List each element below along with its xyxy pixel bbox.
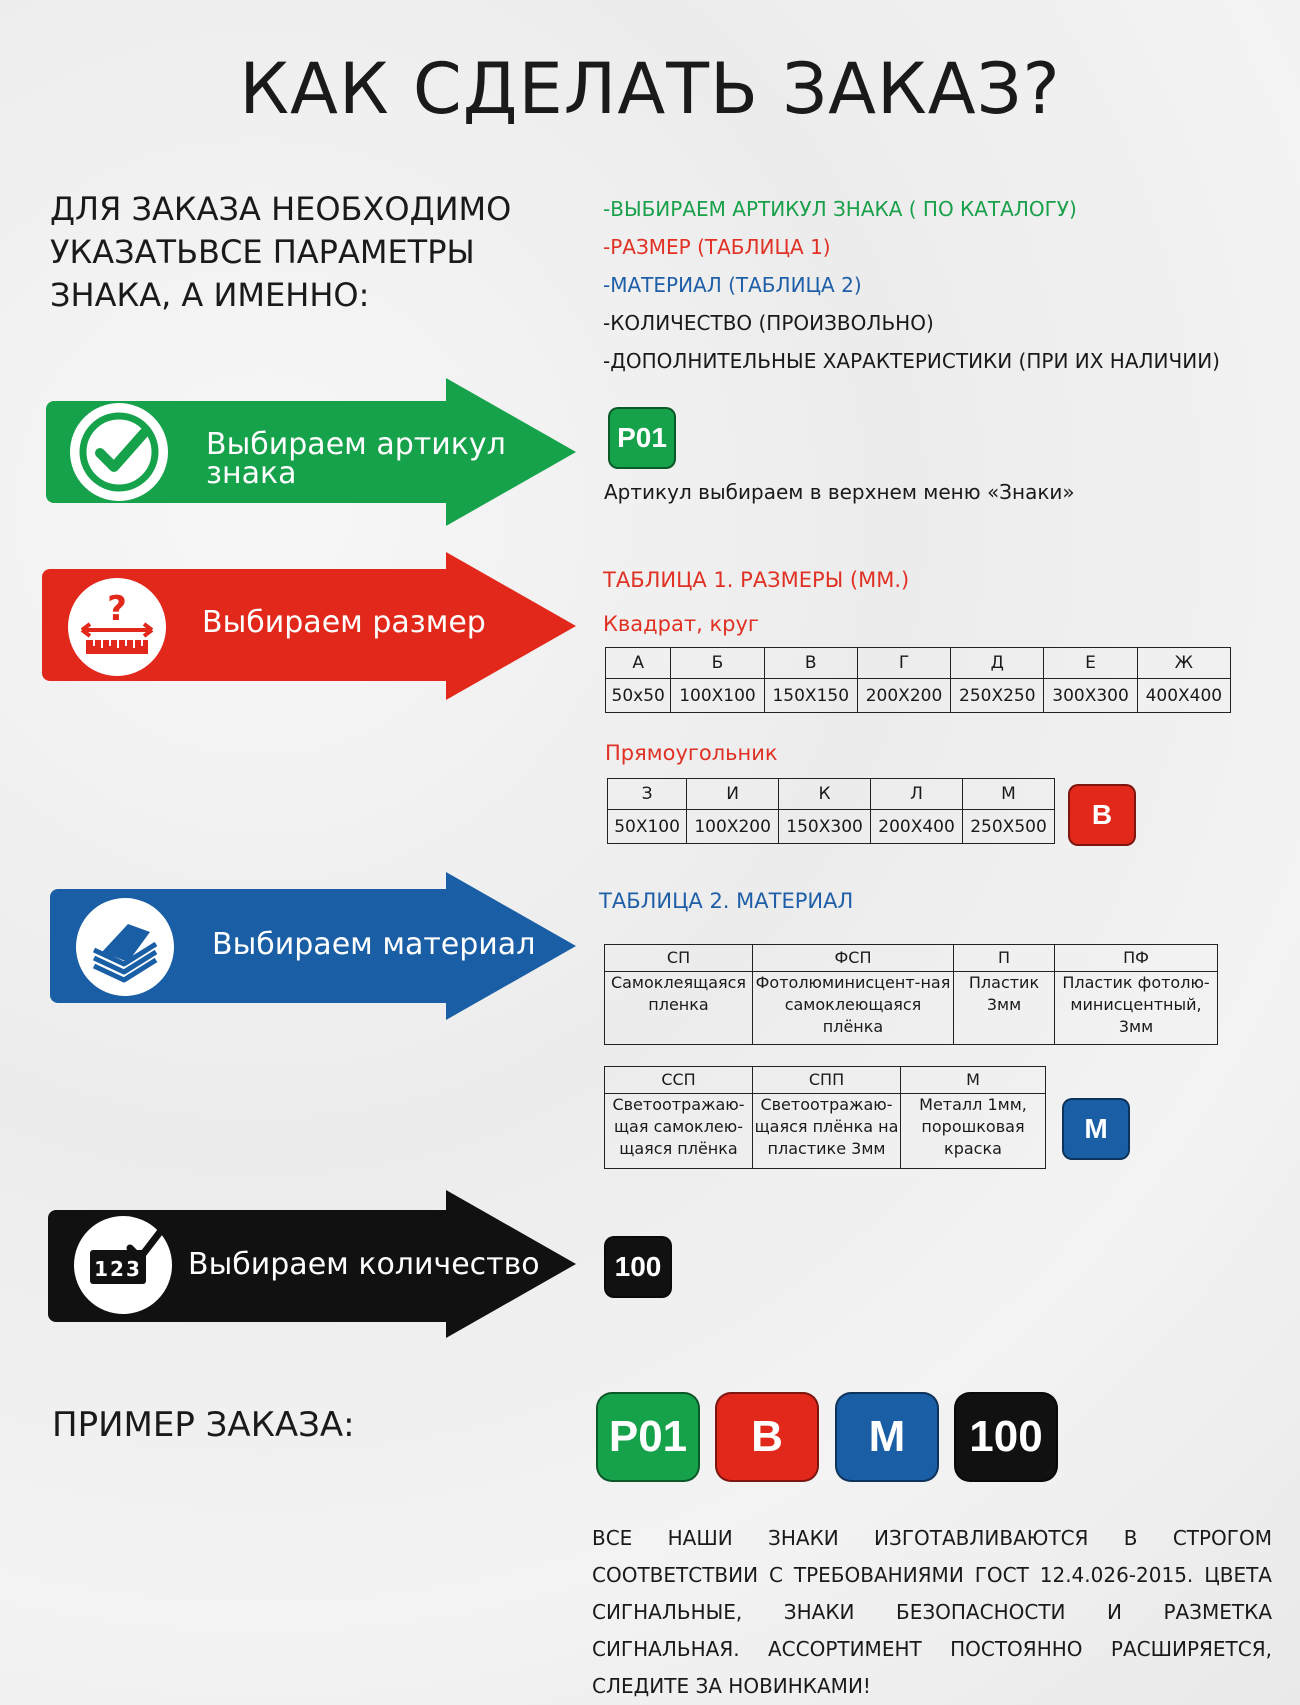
table-cell: ФСП bbox=[753, 945, 954, 972]
table1-rect-title: Прямоугольник bbox=[605, 741, 778, 765]
table-cell: ПФ bbox=[1055, 945, 1218, 972]
ruler-question-icon bbox=[68, 578, 166, 676]
table-cell: Металл 1мм, порошковая краска bbox=[901, 1094, 1046, 1169]
table-cell: Пластик 3мм bbox=[954, 972, 1055, 1045]
table1-title: ТАБЛИЦА 1. РАЗМЕРЫ (ММ.) bbox=[603, 568, 910, 592]
table-cell: Ж bbox=[1137, 648, 1230, 679]
step-arrow-quantity bbox=[48, 1190, 576, 1338]
paper-stack-icon bbox=[76, 898, 174, 996]
table-cell: 100Х200 bbox=[687, 810, 779, 844]
material-table-1 bbox=[604, 944, 1218, 1045]
table2-title: ТАБЛИЦА 2. МАТЕРИАЛ bbox=[599, 889, 854, 913]
step-arrow-material bbox=[50, 872, 576, 1020]
table-cell: 200Х400 bbox=[871, 810, 963, 844]
page-title: КАК СДЕЛАТЬ ЗАКАЗ? bbox=[239, 48, 1061, 130]
table-cell: 400Х400 bbox=[1137, 679, 1230, 713]
params-list bbox=[603, 190, 1283, 380]
table-cell: М bbox=[963, 779, 1055, 810]
step-label-size: Выбираем размер bbox=[202, 605, 486, 640]
step-label-material: Выбираем материал bbox=[212, 927, 536, 962]
table-cell: А bbox=[606, 648, 671, 679]
table-cell: 250Х250 bbox=[951, 679, 1044, 713]
table-cell: Светоотражаю-щая самоклею-щаяся плёнка bbox=[605, 1094, 753, 1169]
svg-text:?: ? bbox=[107, 589, 127, 629]
example-badge-quantity: 100 bbox=[954, 1392, 1058, 1482]
footer-note: ВСЕ НАШИ ЗНАКИ ИЗГОТАВЛИВАЮТСЯ В СТРОГОМ СООТВЕТСТВИИ С ТРЕБОВАНИЯМИ ГОСТ 12.4.026-2015. ЦВЕТА СИГНАЛЬНЫЕ, ЗНАКИ БЕЗОПАСНОСТИ И РАЗМЕТКА СИГНАЛЬНАЯ. АССОРТИМЕНТ ПОСТОЯННО РАСШИРЯЕТСЯ, СЛЕДИТЕ ЗА НОВИНКАМИ! bbox=[592, 1526, 1272, 1698]
material-badge: М bbox=[1062, 1098, 1130, 1160]
table-cell: М bbox=[901, 1067, 1046, 1094]
param-material: -МАТЕРИАЛ (ТАБЛИЦА 2) bbox=[603, 273, 862, 297]
quantity-badge: 100 bbox=[604, 1236, 672, 1298]
step-label-article-2: знака bbox=[206, 456, 297, 491]
example-badge-size: В bbox=[715, 1392, 819, 1482]
table-cell: 150Х150 bbox=[764, 679, 857, 713]
material-table-2 bbox=[604, 1066, 1046, 1169]
table-cell: 300Х300 bbox=[1044, 679, 1137, 713]
table-cell: Е bbox=[1044, 648, 1137, 679]
step-label-article-1: Выбираем артикул bbox=[206, 427, 506, 462]
size-table-square bbox=[605, 647, 1231, 713]
size-badge: В bbox=[1068, 784, 1136, 846]
table-cell: З bbox=[608, 779, 687, 810]
param-size: -РАЗМЕР (ТАБЛИЦА 1) bbox=[603, 235, 831, 259]
article-note: Артикул выбираем в верхнем меню «Знаки» bbox=[604, 480, 1075, 504]
table-cell: Самоклеящаяся пленка bbox=[605, 972, 753, 1045]
table-cell: Д bbox=[951, 648, 1044, 679]
table-cell: 50х50 bbox=[606, 679, 671, 713]
table-cell: Светоотражаю-щаяся плёнка на пластике 3мм bbox=[753, 1094, 901, 1169]
example-label: ПРИМЕР ЗАКАЗА: bbox=[52, 1405, 355, 1445]
table-cell: Л bbox=[871, 779, 963, 810]
table-cell: 100Х100 bbox=[671, 679, 764, 713]
param-article: -ВЫБИРАЕМ АРТИКУЛ ЗНАКА ( ПО КАТАЛОГУ) bbox=[603, 197, 1077, 221]
param-extra: -ДОПОЛНИТЕЛЬНЫЕ ХАРАКТЕРИСТИКИ (ПРИ ИХ НАЛИЧИИ) bbox=[603, 349, 1220, 373]
step-label-quantity: Выбираем количество bbox=[188, 1247, 540, 1282]
intro-text: ДЛЯ ЗАКАЗА НЕОБХОДИМО УКАЗАТЬВСЕ ПАРАМЕТРЫ ЗНАКА, А ИМЕННО: bbox=[50, 190, 512, 314]
table-cell: К bbox=[779, 779, 871, 810]
table-cell: И bbox=[687, 779, 779, 810]
example-badge-article: P01 bbox=[596, 1392, 700, 1482]
table-cell: Б bbox=[671, 648, 764, 679]
table1-square-title: Квадрат, круг bbox=[603, 612, 759, 636]
step-arrow-article bbox=[46, 378, 576, 526]
numbers-check-icon bbox=[74, 1216, 172, 1314]
param-quantity: -КОЛИЧЕСТВО (ПРОИЗВОЛЬНО) bbox=[603, 311, 934, 335]
article-badge: P01 bbox=[608, 407, 676, 469]
svg-text:123: 123 bbox=[94, 1257, 142, 1281]
table-cell: В bbox=[764, 648, 857, 679]
example-badge-material: М bbox=[835, 1392, 939, 1482]
table-cell: 150Х300 bbox=[779, 810, 871, 844]
step-arrow-size bbox=[42, 552, 576, 700]
table-cell: П bbox=[954, 945, 1055, 972]
table-cell: 50Х100 bbox=[608, 810, 687, 844]
table-cell: Г bbox=[857, 648, 950, 679]
checkmark-icon bbox=[70, 403, 168, 501]
table-cell: СПП bbox=[753, 1067, 901, 1094]
table-cell: Пластик фотолю-минисцентный, 3мм bbox=[1055, 972, 1218, 1045]
size-table-rect bbox=[607, 778, 1055, 844]
table-cell: СП bbox=[605, 945, 753, 972]
table-cell: 250Х500 bbox=[963, 810, 1055, 844]
table-cell: Фотолюминисцент-ная самоклеющаяся плёнка bbox=[753, 972, 954, 1045]
table-cell: ССП bbox=[605, 1067, 753, 1094]
table-cell: 200Х200 bbox=[857, 679, 950, 713]
